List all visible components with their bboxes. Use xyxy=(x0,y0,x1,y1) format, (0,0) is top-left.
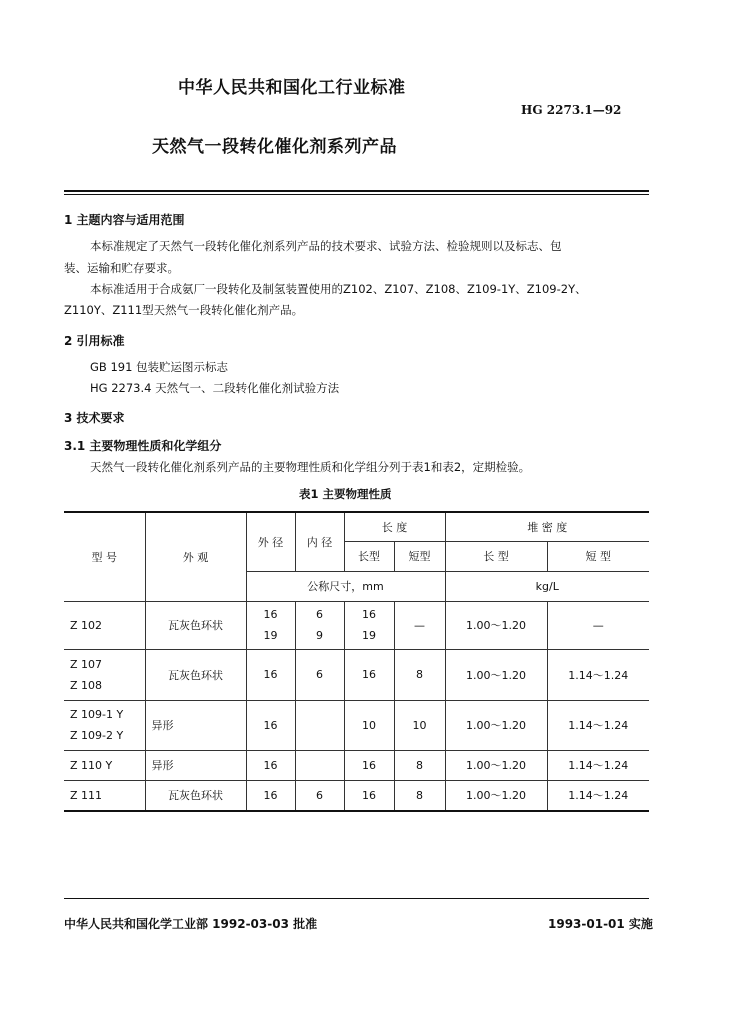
approval-date: 中华人民共和国化学工业部 1992-03-03 批准 xyxy=(64,917,318,931)
cell-length-short: 10 xyxy=(394,700,445,750)
cell-density-long: 1.00～1.20 xyxy=(445,780,547,811)
cell-length-short: 8 xyxy=(394,780,445,811)
cell-model: Z 110 Y xyxy=(64,750,145,780)
cell-inner-diameter: 6 xyxy=(295,780,344,811)
header-unit-density: kg/L xyxy=(445,571,649,601)
standard-code: HG 2273.1—92 xyxy=(521,103,622,117)
cell-length-long: 16 xyxy=(344,780,394,811)
cell-model: Z 102 xyxy=(64,601,145,649)
cell-length-long: 16 xyxy=(344,649,394,700)
section-1-paragraph-2-line-1: 本标准适用于合成氨厂一段转化及制氢装置使用的Z102、Z107、Z108、Z109-1Y、Z109-2Y、 xyxy=(90,282,587,296)
cell-outer-diameter: 16 xyxy=(246,649,295,700)
header-outer-diameter: 外 径 xyxy=(246,512,295,571)
header-length-short: 短型 xyxy=(394,541,445,571)
cell-outer-diameter: 16 xyxy=(246,780,295,811)
table-row xyxy=(64,780,649,811)
cell-outer-diameter: 16 xyxy=(246,750,295,780)
cell-appearance: 瓦灰色环状 xyxy=(145,780,246,811)
title-divider xyxy=(64,190,649,192)
cell-density-long: 1.00～1.20 xyxy=(445,649,547,700)
cell-density-long: 1.00～1.20 xyxy=(445,750,547,780)
cell-density-short: 1.14～1.24 xyxy=(547,780,649,811)
section-3-1-heading: 3.1 主要物理性质和化学组分 xyxy=(64,439,222,453)
effective-date: 1993-01-01 实施 xyxy=(548,917,653,931)
table-caption: 表1 主要物理性质 xyxy=(299,487,392,501)
cell-length-long: 16 19 xyxy=(344,601,394,649)
header-length: 长 度 xyxy=(344,512,445,541)
cell-length-short: — xyxy=(394,601,445,649)
document-title: 天然气一段转化催化剂系列产品 xyxy=(152,137,397,157)
cell-density-long: 1.00～1.20 xyxy=(445,601,547,649)
section-3-1-paragraph: 天然气一段转化催化剂系列产品的主要物理性质和化学组分列于表1和表2，定期检验。 xyxy=(90,460,531,474)
header-density-long: 长 型 xyxy=(445,541,547,571)
cell-density-long: 1.00～1.20 xyxy=(445,700,547,750)
cell-length-long: 16 xyxy=(344,750,394,780)
cell-inner-diameter xyxy=(295,700,344,750)
header-unit-size: 公称尺寸，mm xyxy=(246,571,445,601)
issuing-organization: 中华人民共和国化工行业标准 xyxy=(178,78,406,98)
cell-model: Z 109-1 Y Z 109-2 Y xyxy=(64,700,145,750)
cell-appearance: 异形 xyxy=(145,700,246,750)
cell-outer-diameter: 16 xyxy=(246,700,295,750)
header-bulk-density: 堆 密 度 xyxy=(445,512,649,541)
cell-inner-diameter: 6 xyxy=(295,649,344,700)
cell-appearance: 瓦灰色环状 xyxy=(145,601,246,649)
table-row xyxy=(64,601,649,649)
table-row xyxy=(64,649,649,700)
header-appearance: 外 观 xyxy=(145,512,246,601)
cell-model: Z 111 xyxy=(64,780,145,811)
cell-length-short: 8 xyxy=(394,649,445,700)
cell-density-short: 1.14～1.24 xyxy=(547,750,649,780)
cell-length-long: 10 xyxy=(344,700,394,750)
cell-density-short: 1.14～1.24 xyxy=(547,700,649,750)
cell-inner-diameter: 6 9 xyxy=(295,601,344,649)
header-density-short: 短 型 xyxy=(547,541,649,571)
cell-density-short: — xyxy=(547,601,649,649)
cell-density-short: 1.14～1.24 xyxy=(547,649,649,700)
cell-outer-diameter: 16 19 xyxy=(246,601,295,649)
section-2-heading: 2 引用标准 xyxy=(64,334,125,348)
reference-hg2273-4: HG 2273.4 天然气一、二段转化催化剂试验方法 xyxy=(90,381,340,395)
cell-model: Z 107 Z 108 xyxy=(64,649,145,700)
table-row xyxy=(64,750,649,780)
header-model: 型 号 xyxy=(64,512,145,601)
title-divider-thin xyxy=(64,194,649,195)
section-1-heading: 1 主题内容与适用范围 xyxy=(64,213,185,227)
header-inner-diameter: 内 径 xyxy=(295,512,344,571)
section-1-paragraph-2-line-2: Z110Y、Z111型天然气一段转化催化剂产品。 xyxy=(64,303,304,317)
cell-appearance: 异形 xyxy=(145,750,246,780)
header-length-long: 长型 xyxy=(344,541,394,571)
cell-length-short: 8 xyxy=(394,750,445,780)
section-1-paragraph-1-line-1: 本标准规定了天然气一段转化催化剂系列产品的技术要求、试验方法、检验规则以及标志、包 xyxy=(90,239,562,253)
section-1-paragraph-1-line-2: 装、运输和贮存要求。 xyxy=(64,261,179,275)
cell-inner-diameter xyxy=(295,750,344,780)
cell-appearance: 瓦灰色环状 xyxy=(145,649,246,700)
section-3-heading: 3 技术要求 xyxy=(64,411,125,425)
reference-gb191: GB 191 包装贮运图示标志 xyxy=(90,360,229,374)
physical-properties-table xyxy=(64,511,649,812)
footer-divider xyxy=(64,898,649,899)
table-row xyxy=(64,700,649,750)
